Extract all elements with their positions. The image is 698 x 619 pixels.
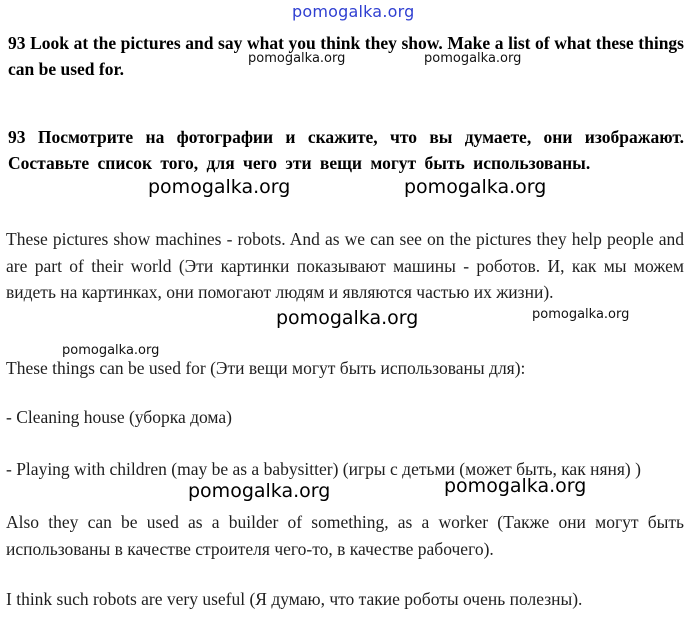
watermark: pomogalka.org	[62, 343, 160, 358]
answer-intro: These pictures show machines - robots. And as we can see on the pictures they help people and are part of their world (Эти картинки показывают машины - роботов. И, как мы можем видеть на картинках, они помогают людям и являются частью их жизни).	[6, 229, 684, 302]
watermark: pomogalka.org	[276, 307, 419, 329]
uses-heading: These things can be used for (Эти вещи могут быть использованы для):	[6, 358, 526, 378]
task-heading-russian: 93 Посмотрите на фотографии и скажите, что вы думаете, они изображают. Составьте список того, для чего эти вещи могут быть использованы.	[8, 127, 684, 173]
use-item-builder: Also they can be used as a builder of something, as a worker (Также они могут быть использованы в качестве строителя чего-то, в качестве рабочего).	[6, 512, 684, 559]
watermark: pomogalka.org	[188, 480, 331, 502]
task-heading-english: 93 Look at the pictures and say what you think they show. Make a list of what these things can be used for.	[8, 33, 684, 79]
watermark: pomogalka.org	[424, 51, 522, 66]
use-item-playing: - Playing with children (may be as a babysitter) (игры с детьми (может быть, как няня) )	[6, 459, 641, 479]
watermark: pomogalka.org	[248, 51, 346, 66]
watermark: pomogalka.org	[444, 475, 587, 497]
conclusion: I think such robots are very useful (Я думаю, что такие роботы очень полезны).	[6, 589, 583, 609]
watermark-top: pomogalka.org	[292, 2, 415, 21]
watermark: pomogalka.org	[532, 307, 630, 322]
watermark: pomogalka.org	[148, 176, 291, 198]
use-item-cleaning: - Cleaning house (уборка дома)	[6, 407, 232, 427]
watermark: pomogalka.org	[404, 176, 547, 198]
